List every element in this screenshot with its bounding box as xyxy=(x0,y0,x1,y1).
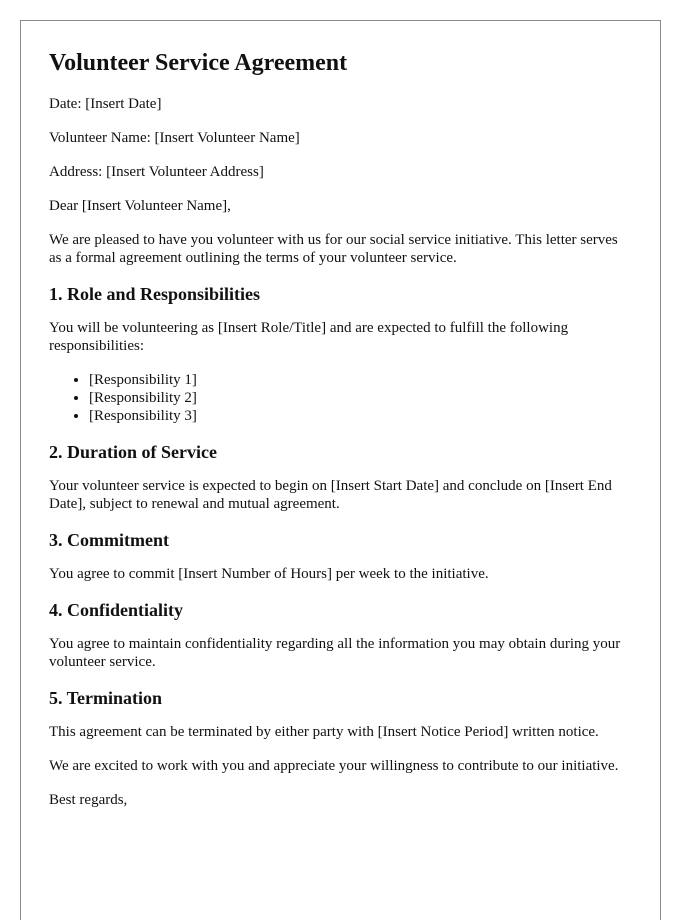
section-heading-role: 1. Role and Responsibilities xyxy=(49,284,261,304)
list-item: • [Responsibility 1] xyxy=(89,371,632,389)
section-body-termination: This agreement can be terminated by either party with [Insert Notice Period] written notice. xyxy=(49,724,599,740)
intro-paragraph: We are pleased to have you volunteer with us for our social service initiative. This letter serves as a formal agreement outlining the terms of your volunteer service. xyxy=(49,232,618,266)
salutation: Dear [Insert Volunteer Name], xyxy=(49,198,231,214)
responsibility-list xyxy=(49,371,632,425)
letter-document xyxy=(20,20,661,920)
closing-paragraph: We are excited to work with you and appreciate your willingness to contribute to our initiative. xyxy=(49,758,619,774)
document-title: Volunteer Service Agreement xyxy=(49,50,348,76)
section-heading-termination: 5. Termination xyxy=(49,688,163,708)
section-heading-duration: 2. Duration of Service xyxy=(49,442,217,462)
list-item: • [Responsibility 3] xyxy=(89,407,632,425)
address-line: Address: [Insert Volunteer Address] xyxy=(49,164,264,180)
section-body-confidentiality: You agree to maintain confidentiality regarding all the information you may obtain during your volunteer service. xyxy=(49,636,621,670)
section-heading-commitment: 3. Commitment xyxy=(49,530,169,550)
volunteer-name-line: Volunteer Name: [Insert Volunteer Name] xyxy=(49,130,300,146)
section-body-duration: Your volunteer service is expected to begin on [Insert Start Date] and conclude on [Insert End Date], subject to renewal and mutual agreement. xyxy=(49,478,612,512)
section-heading-confidentiality: 4. Confidentiality xyxy=(49,600,184,620)
date-line: Date: [Insert Date] xyxy=(49,96,162,112)
sign-off: Best regards, xyxy=(49,792,128,808)
list-item: • [Responsibility 2] xyxy=(89,389,632,407)
section-body-commitment: You agree to commit [Insert Number of Hours] per week to the initiative. xyxy=(49,566,489,582)
section-body-role: You will be volunteering as [Insert Role/Title] and are expected to fulfill the following responsibilities: xyxy=(49,320,569,354)
